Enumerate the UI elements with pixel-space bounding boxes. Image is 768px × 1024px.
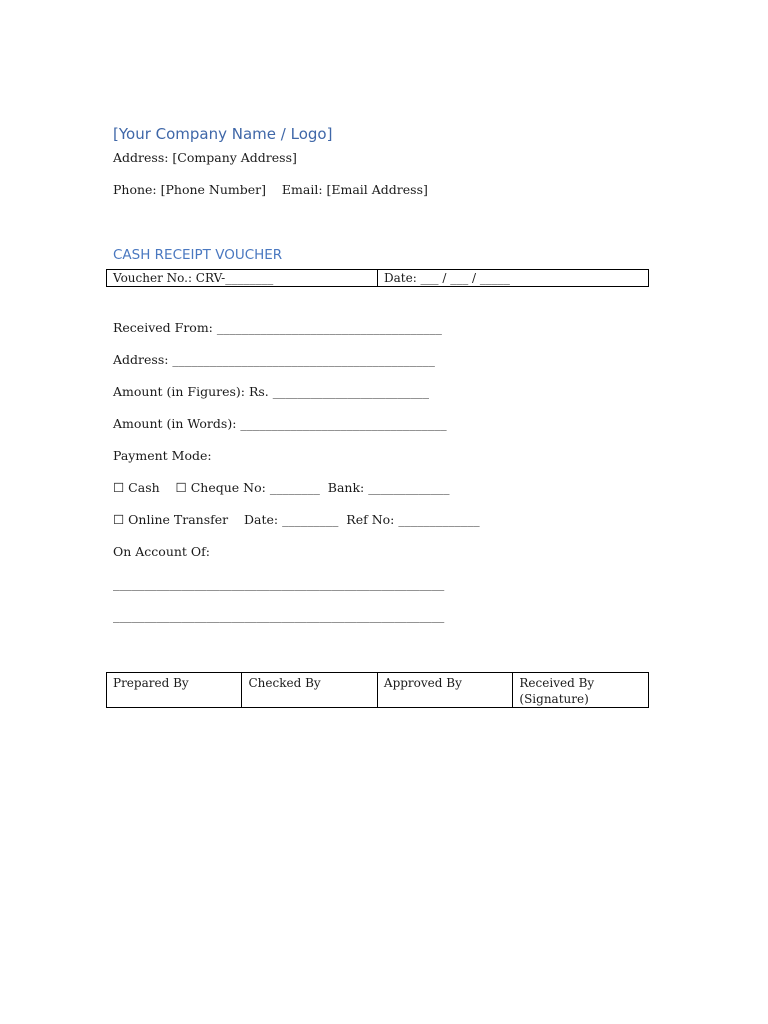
approved-by-label: Approved By <box>383 676 462 690</box>
prepared-by-cell[interactable] <box>107 673 242 708</box>
company-address: Address: [Company Address] <box>113 150 297 165</box>
company-name: [Your Company Name / Logo] <box>113 125 333 143</box>
on-account-line-2[interactable]: _____________________________________________________ <box>113 608 445 623</box>
voucher-info-table <box>106 269 649 287</box>
payer-address-field[interactable]: Address: __________________________________________ <box>113 352 435 367</box>
on-account-label: On Account Of: <box>113 544 211 559</box>
checked-by-label: Checked By <box>248 676 321 690</box>
received-from-field[interactable]: Received From: ____________________________________ <box>113 320 442 335</box>
payment-mode-label: Payment Mode: <box>113 448 212 463</box>
voucher-date-field[interactable]: Date: ___ / ___ / _____ <box>378 270 649 287</box>
company-contact: Phone: [Phone Number] Email: [Email Address] <box>113 182 428 197</box>
payment-mode-online[interactable]: ☐ Online Transfer Date: _________ Ref No: _____________ <box>113 512 480 527</box>
payment-mode-cash-cheque[interactable]: ☐ Cash ☐ Cheque No: ________ Bank: _____________ <box>113 480 450 495</box>
received-by-cell[interactable] <box>513 673 649 708</box>
signature-table <box>106 672 649 708</box>
checked-by-cell[interactable] <box>242 673 377 708</box>
amount-words-field[interactable]: Amount (in Words): _________________________________ <box>113 416 447 431</box>
amount-figures-field[interactable]: Amount (in Figures): Rs. _________________________ <box>113 384 429 399</box>
voucher-number-field[interactable]: Voucher No.: CRV-________ <box>107 270 378 287</box>
on-account-line-1[interactable]: _____________________________________________________ <box>113 576 445 591</box>
received-by-label: Received By <box>519 676 595 690</box>
approved-by-cell[interactable] <box>377 673 512 708</box>
prepared-by-label: Prepared By <box>113 676 189 690</box>
signature-label: (Signature) <box>519 692 589 706</box>
voucher-title: CASH RECEIPT VOUCHER <box>113 247 283 263</box>
